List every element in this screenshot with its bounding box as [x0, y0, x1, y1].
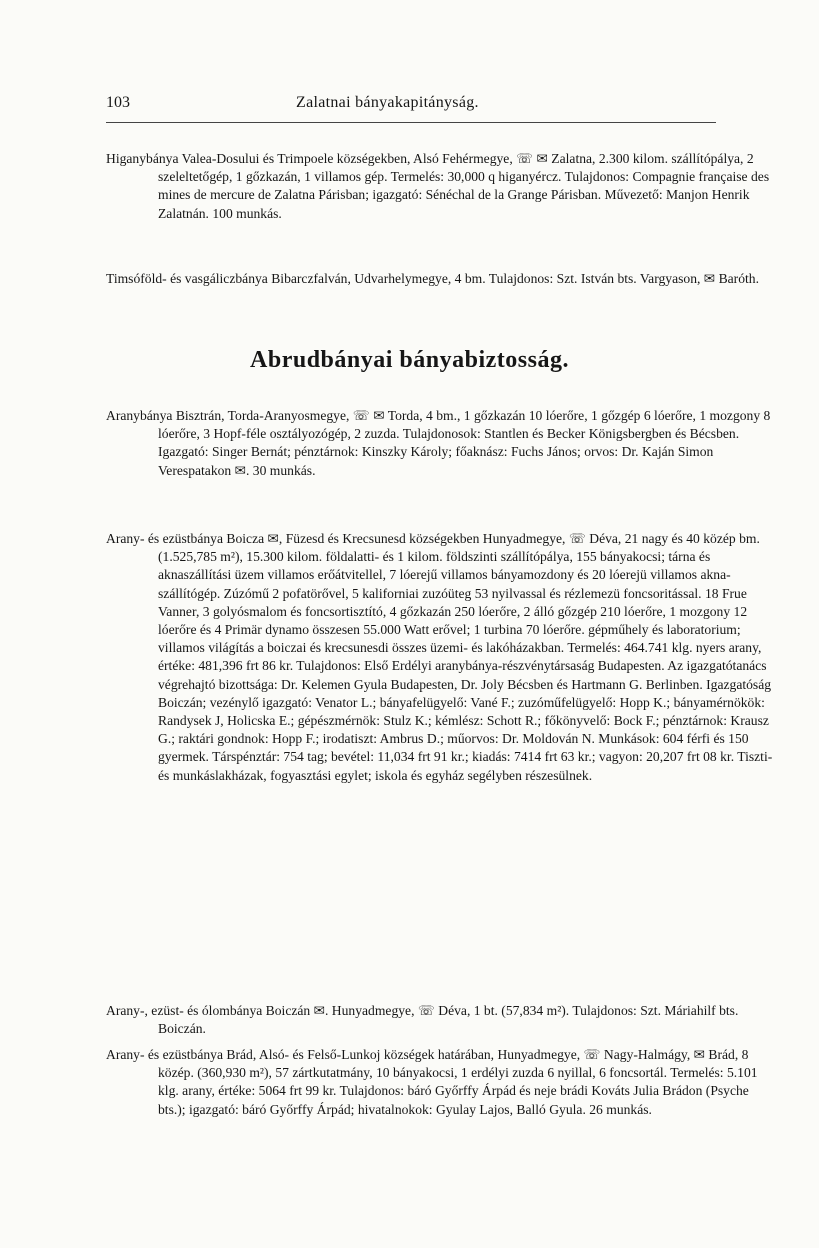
entry-boicza: Arany- és ezüstbánya Boicza ✉, Füzesd és Krecsunesd községekben Hunyadmegye, ☏ Déva, 21 nagy és 40 közép bm. (1.525,785 m²), 15.300 kilom. földalatti- és 1 kilom. földszinti szállítópálya, 155 bányakocsi; tárna és aknaszállítási üzem villamos erőátvitellel, 7 lóerejű villamos bányamozdony és 20 lóerejü villamos akna-szállítógép. Zúzómű 2 pofatörővel, 5 kaliforniai zuzóüteg 53 nyilvassal és rézlemezü foncsoritással. 18 Frue Vanner, 3 golyósmalom és foncsortisztító, 4 gőzkazán 250 lóerőre, 2 álló gőzgép 210 lóerőre, 1 mozgony 12 lóerőre és 4 Primär dynamo összesen 55.000 Watt erővel; 1 turbina 70 lóerőre. gépműhely és laboratorium; villamos világítás a boiczai és krecsunesdi összes üzemi- és lakóházakban. Termelés: 464.741 klg. nyers arany, értéke: 481,396 frt 86 kr. Tulajdonos: Első Erdélyi aranybánya-részvénytársaság Budapesten. Az igazgatótanács végrehajtó bizottsága: Dr. Kelemen Gyula Budapesten, Dr. Joly Bécsben és Hartmann G. Berlinben. Igazgatóság Boiczán; vezénylő igazgató: Venator L.; bányafelügyelő: Vané F.; zuzóműfelügyelő: Hopp K.; bányamérnökök: Randysek J, Holicska E.; gépészmérnök: Stulz K.; kémlész: Schott R.; főkönyvelő: Bock F.; pénztárnok: Krausz G.; raktári gondnok: Hopp F.; irodatiszt: Ambrus D.; műorvos: Dr. Moldován N. Munkások: 604 férfi és 150 gyermek. Társpénztár: 754 tag; bevétel: 11,034 frt 91 kr.; kiadás: 7414 frt 63 kr.; vagyon: 20,207 frt 08 kr. Tiszti- és munkáslakházak, fogyasztási egylet; iskola és egyház segélyben részesülnek.	[106, 531, 773, 783]
page-number: 103	[106, 94, 130, 111]
entry-higanybanya: Higanybánya Valea-Dosului és Trimpoele községekben, Alsó Fehérmegye, ☏ ✉ Zalatna, 2.300 kilom. szállítópálya, 2 szeleltetőgép, 1 gőzkazán, 1 villamos gép. Termelés: 30,000 q higanyércz. Tulajdonos: Compagnie française des mines de mercure de Zalatna Párisban; igazgató: Sénéchal de la Grange Párisban. Művezető: Manjon Henrik Zalatnán. 100 munkás.	[106, 151, 770, 221]
entry-timsofold: Timsóföld- és vasgáliczbánya Bibarczfalván, Udvarhelymegye, 4 bm. Tulajdonos: Szt. István bts. Vargyason, ✉ Baróth.	[106, 271, 759, 286]
header-rule	[106, 122, 716, 123]
section-title: Abrudbányai bányabiztosság.	[250, 347, 569, 373]
page-header	[106, 94, 736, 120]
running-title: Zalatnai bányakapitányság.	[296, 94, 479, 111]
entry-brad: Arany- és ezüstbánya Brád, Alsó- és Felső-Lunkoj községek határában, Hunyadmegye, ☏ Nagy-Halmágy, ✉ Brád, 8 közép. (360,930 m²), 57 zártkutatmány, 10 bányakocsi, 1 erdélyi zuzda 6 nyillal, 6 foncsortál. Termelés: 5.101 klg. arany, értéke: 5064 frt 99 kr. Tulajdonos: báró Győrffy Árpád és neje brádi Kováts Julia Brádon (Psyche bts.); igazgató: báró Győrffy Árpád; hivatalnokok: Gyulay Lajos, Balló Gyula. 26 munkás.	[106, 1047, 758, 1117]
entry-boiczan-olom: Arany-, ezüst- és ólombánya Boiczán ✉. Hunyadmegye, ☏ Déva, 1 bt. (57,834 m²). Tulajdonos: Szt. Máriahilf bts. Boiczán.	[106, 1003, 739, 1037]
entry-bisztra: Aranybánya Bisztrán, Torda-Aranyosmegye, ☏ ✉ Torda, 4 bm., 1 gőzkazán 10 lóerőre, 1 gőzgép 6 lóerőre, 1 mozgony 8 lóerőre, 3 Hopf-féle osztályozógép, 2 zuzda. Tulajdonosok: Stantlen és Becker Königsbergben és Bécsben. Igazgató: Singer Bernát; pénztárnok: Kinszky Károly; főaknász: Fuchs János; orvos: Dr. Kaján Simon Verespatakon ✉. 30 munkás.	[106, 408, 771, 478]
